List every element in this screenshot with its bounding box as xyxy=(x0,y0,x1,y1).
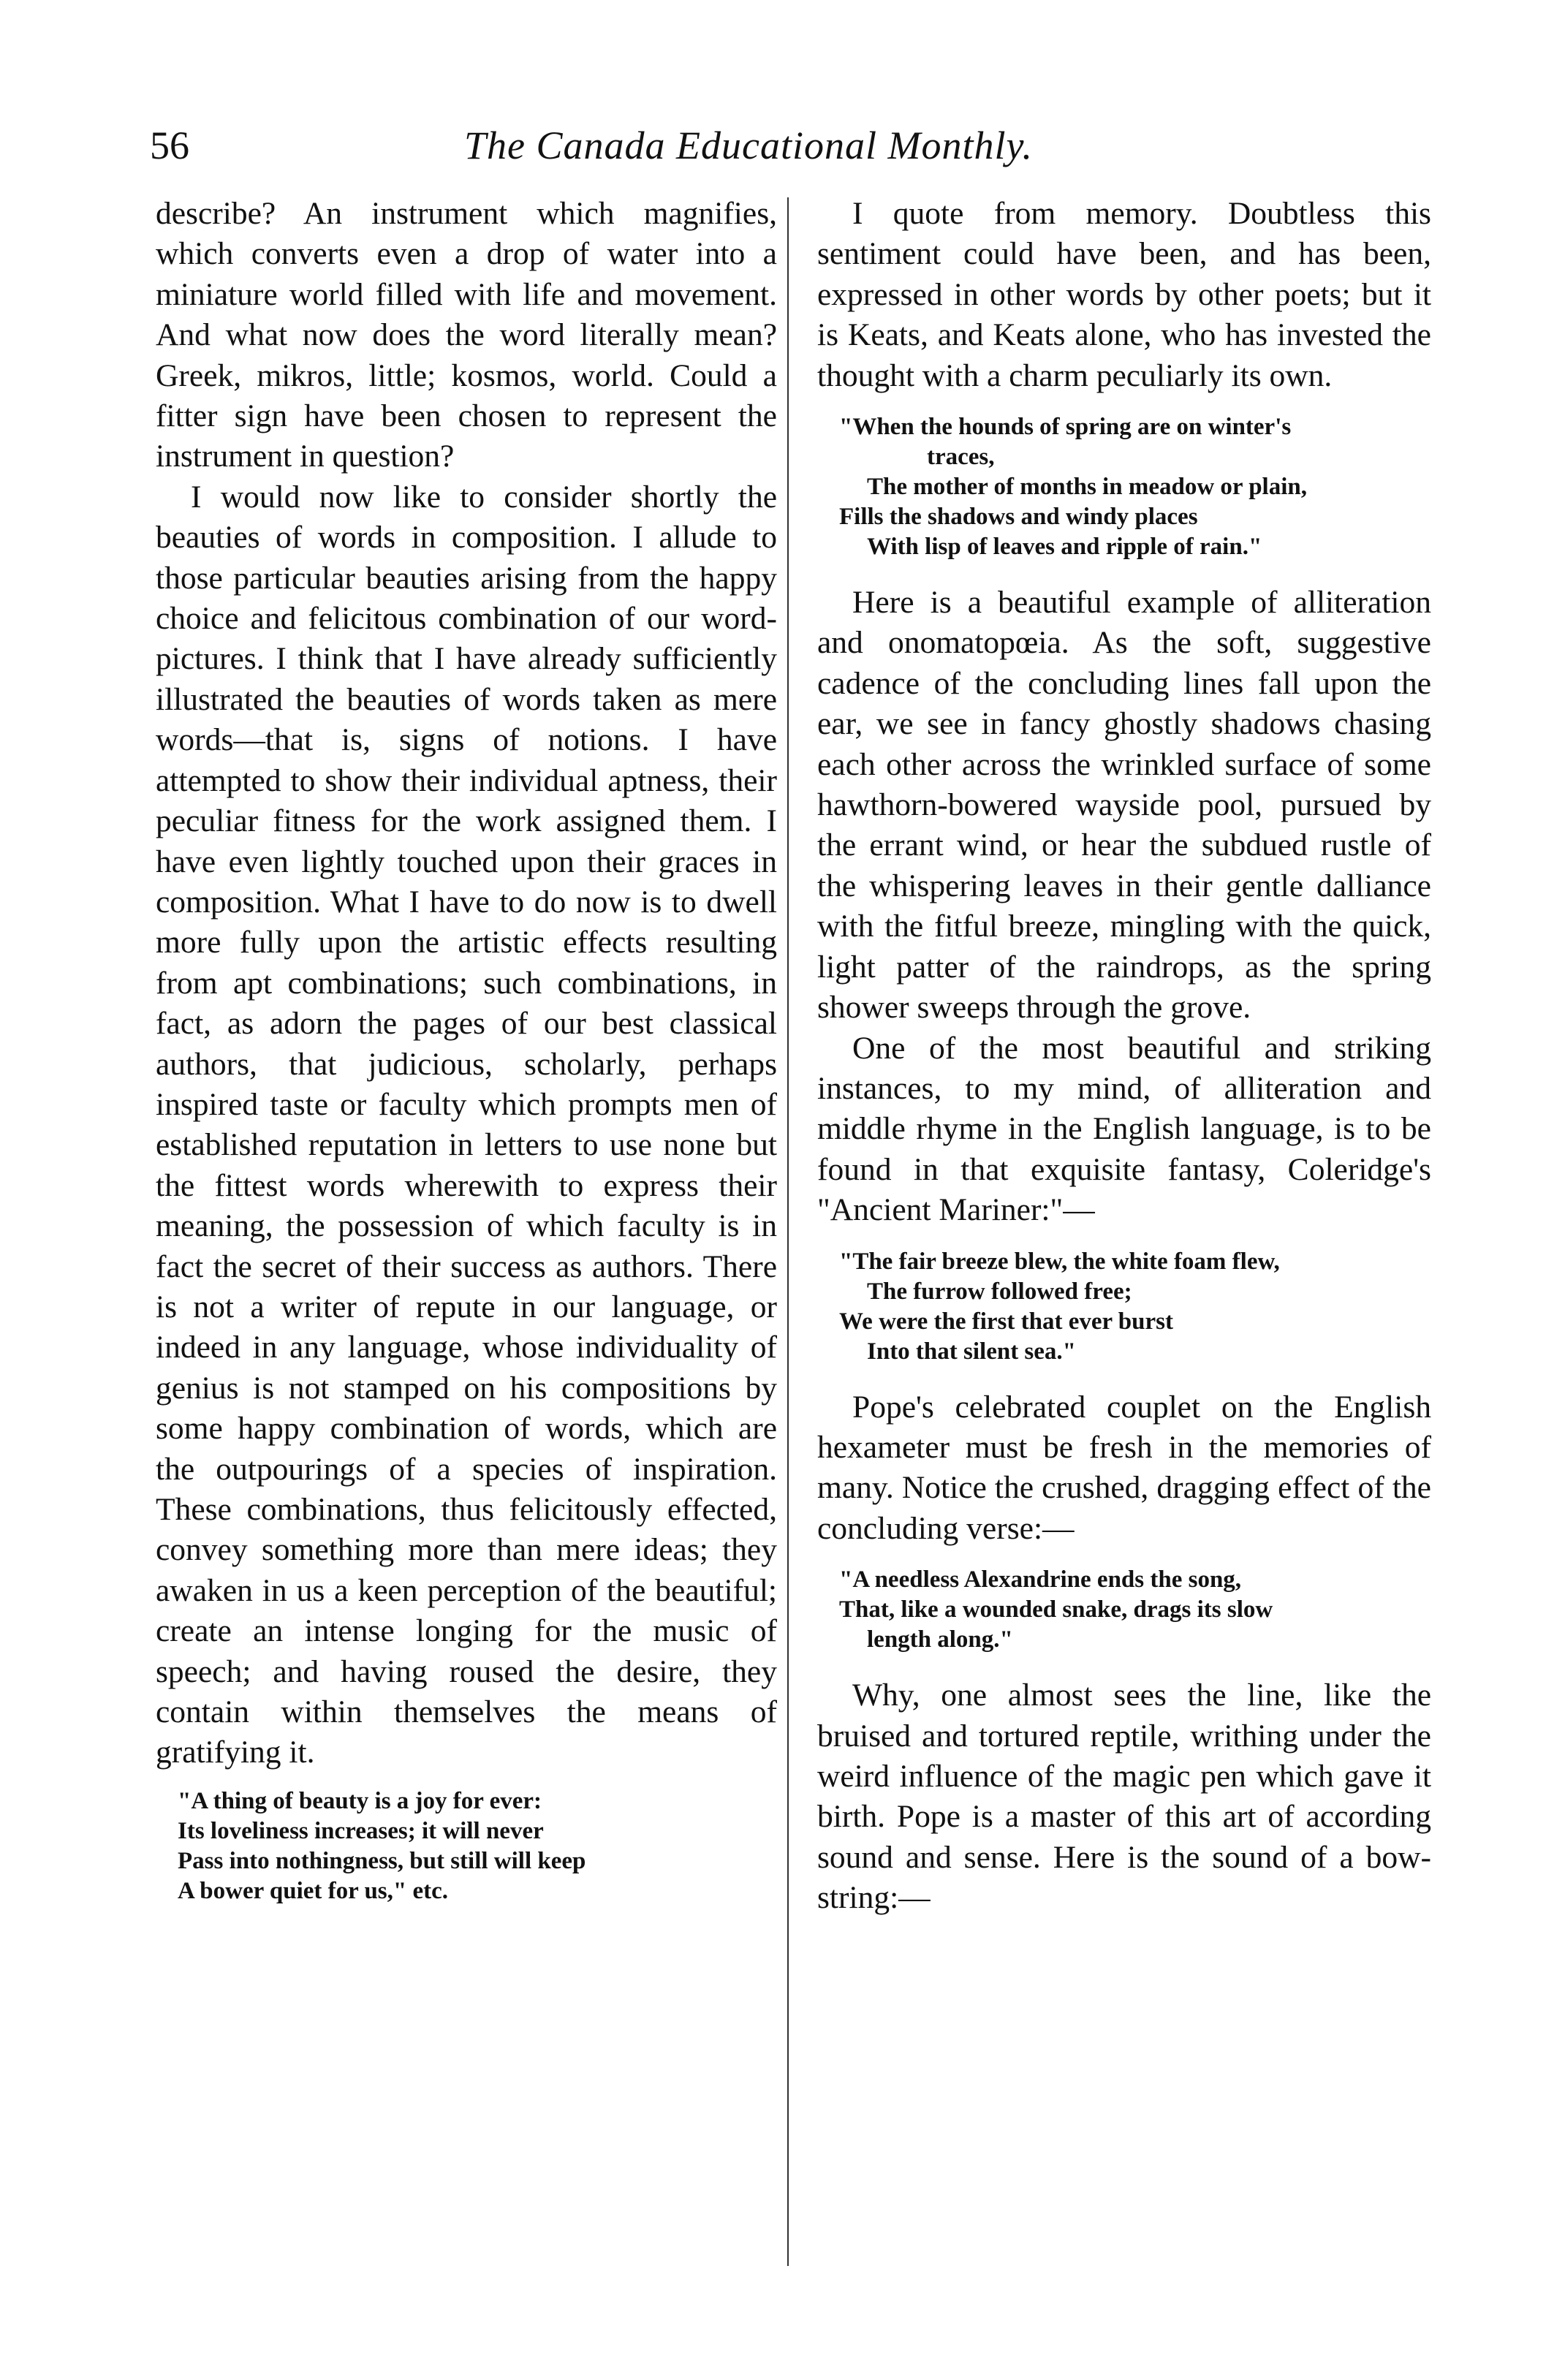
left-column xyxy=(156,194,777,1927)
quote-line: Into that silent sea." xyxy=(867,1338,1076,1365)
quote-line: A bower quiet for us," etc. xyxy=(178,1877,448,1904)
keats-quote xyxy=(178,1786,777,1906)
quote-line: "When the hounds of spring are on winter's xyxy=(839,414,1292,441)
right-paragraph-3: One of the most beautiful and striking instances, to my mind, of alliteration and middle rhyme in the English language, is to be found in that exquisite fantasy, Coleridge's "Ancient Mariner:"— xyxy=(817,1030,1431,1228)
column-divider xyxy=(787,197,789,2266)
quote-line: "The fair breeze blew, the white foam flew, xyxy=(839,1248,1280,1275)
quote-line: "A thing of beauty is a joy for ever: xyxy=(178,1787,542,1814)
quote-line: The mother of months in meadow or plain, xyxy=(867,474,1307,501)
left-paragraph-1: describe? An instrument which magnifies, which converts even a drop of water into a miniature world filled with life and movement. And what now does the word literally mean? Greek, mikros, little; kosmos, world. Could a fitter sign have been chosen to represent the instrument in question? xyxy=(156,196,777,474)
swinburne-quote xyxy=(839,412,1431,562)
quote-line: The furrow followed free; xyxy=(867,1278,1132,1305)
quote-line: With lisp of leaves and ripple of rain." xyxy=(867,534,1262,561)
right-column xyxy=(817,194,1431,1919)
right-paragraph-2: Here is a beautiful example of alliteration and onomatopœia. As the soft, suggestive cadence of the concluding lines fall upon the ear, we see in fancy ghostly shadows chasing each other across the wrinkled surface of some hawthorn-bowered wayside pool, pursued by the errant wind, or hear the subdued rustle of the whispering leaves in their gentle dalliance with the fitful breeze, mingling with the quick, light patter of the raindrops, as the spring shower sweeps through the grove. xyxy=(817,585,1431,1026)
running-title: The Canada Educational Monthly. xyxy=(464,124,1033,167)
left-paragraph-2: I would now like to consider shortly the beauties of words in composition. I allude to those particular beauties arising from the happy choice and felicitous combination of our word-pictures. I think that I have already sufficiently illustrated the beauties of words taken as mere words—that is, signs of notions. I have attempted to show their individual aptness, their peculiar fitness for the work assigned them. I have even lightly touched upon their graces in composition. What I have to do now is to dwell more fully upon the artistic effects resulting from apt combinations; such combinations, in fact, as adorn the pages of our best classical authors, that judicious, scholarly, perhaps inspired taste or faculty which prompts men of established reputation in letters to use none but the fittest words wherewith to express their meaning, the possession of which faculty is in fact the secret of their success as authors. There is not a writer of repute in our language, or indeed in any language, whose individuality of genius is not stamped on his compositions by some happy combination of words, which are the outpourings of a species of inspiration. These combinations, thus felicitously effected, convey something more than mere ideas; they awaken in us a keen perception of the beautiful; create an intense longing for the music of speech; and having roused the desire, they contain within themselves the means of gratifying it. xyxy=(156,479,777,1770)
coleridge-quote xyxy=(839,1247,1431,1367)
page-header xyxy=(150,108,1385,181)
right-paragraph-5: Why, one almost sees the line, like the bruised and tortured reptile, writhing under the weird influence of the magic pen which gave it birth. Pope is a master of this art of according sound and sense. Here is the sound of a bow-string:— xyxy=(817,1678,1431,1916)
quote-line: length along." xyxy=(867,1626,1013,1653)
pope-quote xyxy=(839,1565,1431,1655)
right-paragraph-4: Pope's celebrated couplet on the English hexameter must be fresh in the memories of many. Notice the crushed, dragging effect of the concluding verse:— xyxy=(817,1389,1431,1546)
quote-line: That, like a wounded snake, drags its slow xyxy=(839,1596,1273,1623)
quote-line: We were the first that ever burst xyxy=(839,1308,1173,1335)
quote-line: Pass into nothingness, but still will keep xyxy=(178,1847,586,1874)
page-number: 56 xyxy=(150,124,189,167)
quote-line: Fills the shadows and windy places xyxy=(839,504,1198,531)
quote-line: Its loveliness increases; it will never xyxy=(178,1817,544,1844)
quote-line: traces, xyxy=(927,444,995,471)
right-paragraph-1: I quote from memory. Doubtless this sentiment could have been, and has been, expressed in other words by other poets; but it is Keats, and Keats alone, who has invested the thought with a charm peculiarly its own. xyxy=(817,196,1431,393)
quote-line: "A needless Alexandrine ends the song, xyxy=(839,1566,1242,1593)
